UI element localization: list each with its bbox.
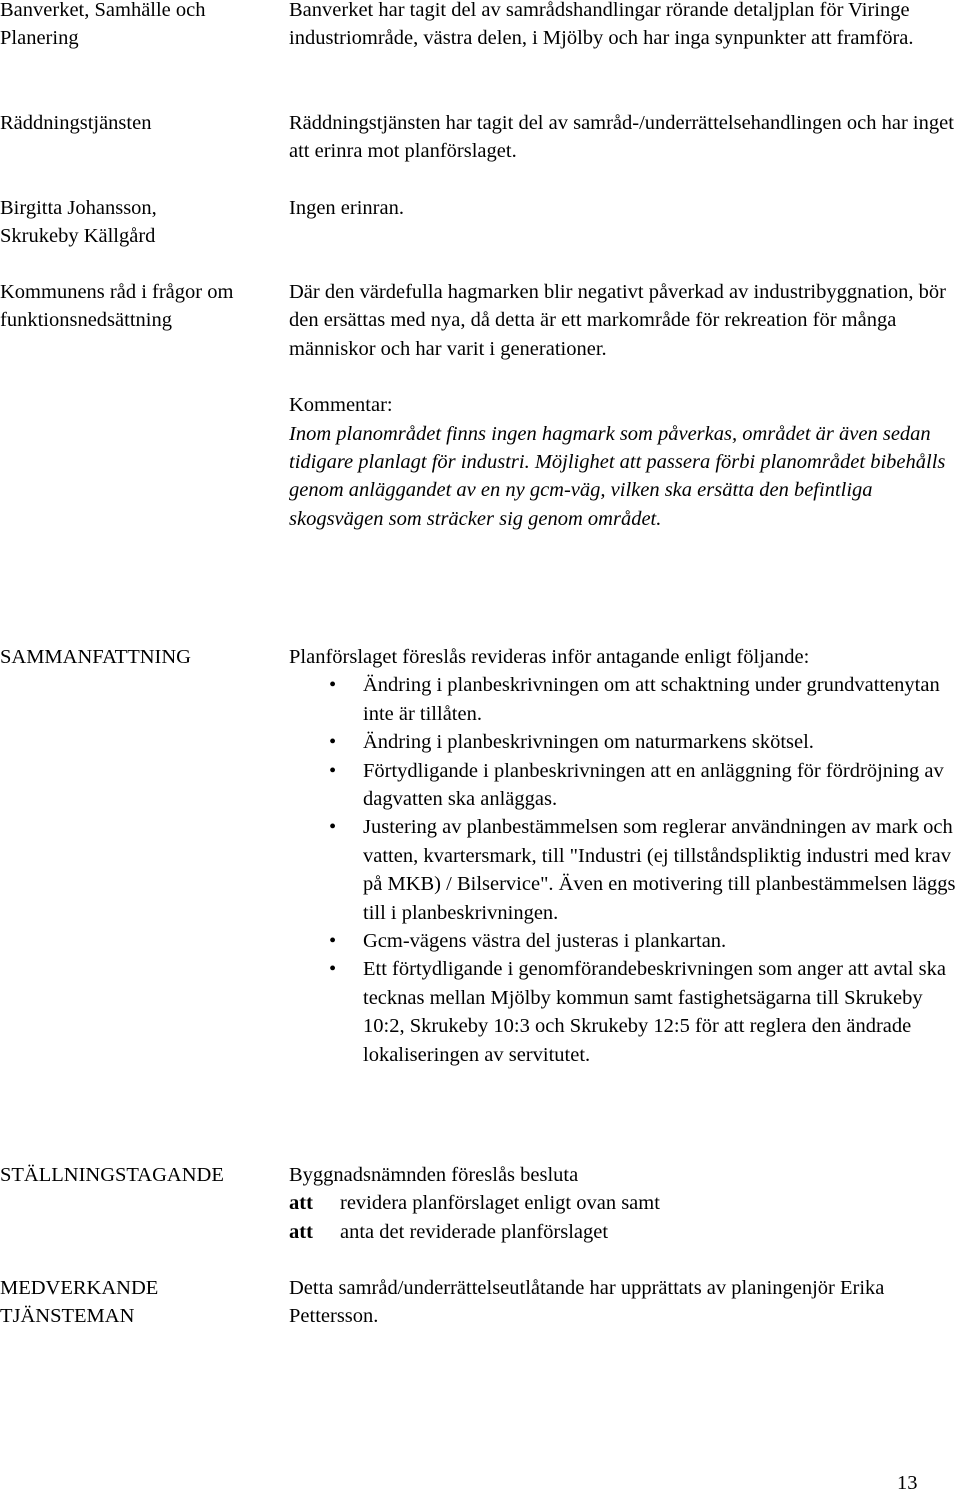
att-keyword: att	[289, 1220, 313, 1243]
row-text-birgitta-johansson: Ingen erinran.	[289, 197, 404, 219]
section-text-medverkande: Detta samråd/underrättelseutlåtande har upprättats av planingenjör Erika Pettersson.	[289, 1277, 885, 1328]
row-label-kommunens-rad: Kommunens råd i frågor om funktionsnedsättning	[0, 281, 234, 332]
section-content-stallningstagande	[289, 1161, 960, 1246]
row-label-birgitta-johansson: Birgitta Johansson, Skrukeby Källgård	[0, 197, 157, 248]
section-label-medverkande: MEDVERKANDE TJÄNSTEMAN	[0, 1277, 159, 1328]
comment-text: Inom planområdet finns ingen hagmark som påverkas, området är även sedan tidigare planlagt för industri. Möjlighet att passera förbi planområdet bibehålls genom anläggandet av en ny gcm-väg, vilken ska ersätta den befintliga skogsvägen som sträcker sig genom området.	[289, 422, 946, 530]
sammanfattning-intro: Planförslaget föreslås revideras inför antagande enligt följande:	[289, 646, 810, 668]
decision-row	[289, 1218, 960, 1246]
decision-text: revidera planförslaget enligt ovan samt	[340, 1192, 660, 1215]
section-label-sammanfattning: SAMMANFATTNING	[0, 646, 191, 668]
page-number: 13	[897, 1472, 918, 1494]
row-text-banverket: Banverket har tagit del av samrådshandlingar rörande detaljplan för Viringe industriområde, västra delen, i Mjölby och har inga synpunkter att framföra.	[289, 0, 914, 50]
section-label-stallningstagande: STÄLLNINGSTAGANDE	[0, 1164, 224, 1186]
list-item: • Gcm-vägens västra del justeras i plankartan.	[289, 927, 960, 955]
decision-text: anta det reviderade planförslaget	[340, 1220, 609, 1243]
row-label-banverket: Banverket, Samhälle och Planering	[0, 0, 206, 50]
row-content-kommunens-rad	[289, 278, 960, 533]
list-item: • Ändring i planbeskrivningen om naturmarkens skötsel.	[289, 728, 960, 756]
row-text-raddningstjansten: Räddningstjänsten har tagit del av samråd-/underrättelsehandlingen och har inget att erinra mot planförslaget.	[289, 112, 954, 163]
list-item: • Ändring i planbeskrivningen om att schaktning under grundvattenytan inte är tillåten.	[289, 671, 960, 728]
row-text-kommunens-rad: Där den värdefulla hagmarken blir negativt påverkad av industribyggnation, bör den ersättas med nya, då detta är ett markområde för rekreation för många människor och har varit i generationer.	[289, 281, 946, 360]
list-item: • Förtydligande i planbeskrivningen att en anläggning för fördröjning av dagvatten ska anläggas.	[289, 757, 960, 814]
list-item: • Ett förtydligande i genomförandebeskrivningen som anger att avtal ska tecknas mellan Mjölby kommun samt fastighetsägarna till Skrukeby 10:2, Skrukeby 10:3 och Skrukeby 12:5 för att reglera den ändrade lokaliseringen av servitutet.	[289, 955, 960, 1069]
att-keyword: att	[289, 1192, 313, 1215]
comment-heading: Kommentar:	[289, 394, 393, 417]
row-label-raddningstjansten: Räddningstjänsten	[0, 112, 152, 134]
section-content-sammanfattning	[289, 643, 960, 1069]
list-item: • Justering av planbestämmelsen som reglerar användningen av mark och vatten, kvartersmark, till "Industri (ej tillståndspliktig industri med krav på MKB) / Bilservice". Även en motivering till planbestämmelsen läggs till i planbeskrivningen.	[289, 813, 960, 927]
sammanfattning-list	[289, 671, 960, 1069]
decision-row	[289, 1189, 960, 1217]
stallningstagande-intro: Byggnadsnämnden föreslås besluta	[289, 1164, 579, 1186]
